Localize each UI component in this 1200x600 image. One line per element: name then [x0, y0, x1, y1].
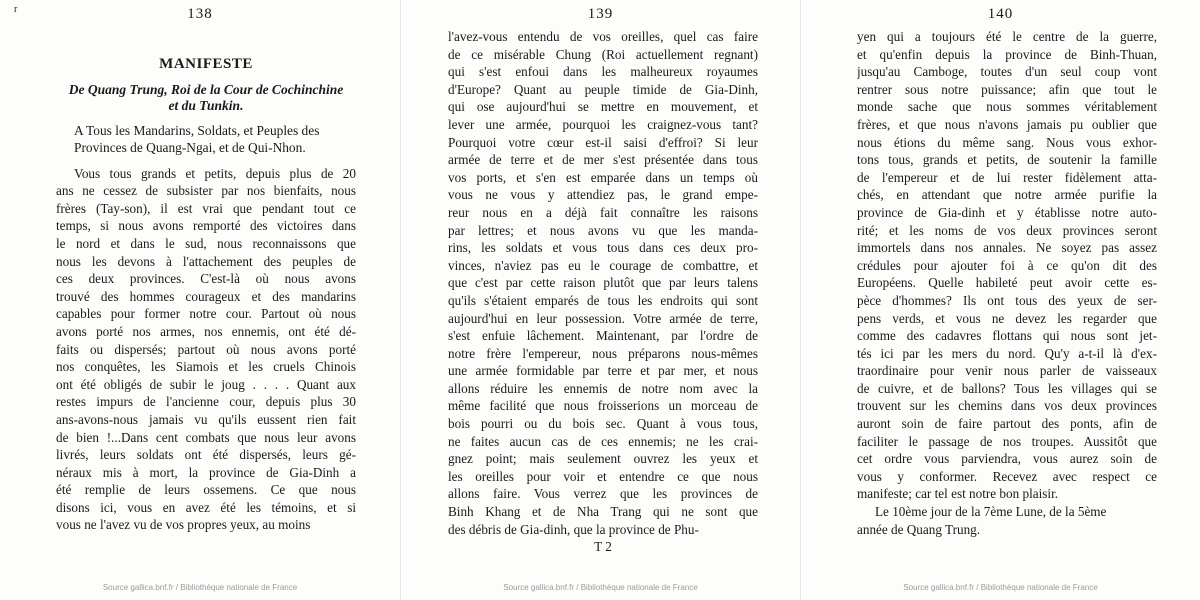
- text-line: vinces, n'aviez pas eu le courage de combattre, et: [448, 257, 758, 273]
- text-line: livrés, leurs soldats ont été dispersés, leurs gé-: [56, 447, 356, 463]
- page-number: 138: [187, 6, 213, 22]
- text-line: pèce d'hommes? Ils ont tous des yeux de ser-: [857, 292, 1157, 308]
- corner-mark: r: [14, 4, 18, 15]
- text-line: s'est enfuie lâchement. Maintenant, par l'ordre de: [448, 328, 758, 344]
- text-line: notre frère l'empereur, nous préparons nous-mêmes: [448, 345, 758, 361]
- text-line: pens verds, et vous ne devez les regarder que: [857, 310, 1157, 326]
- text-block: [56, 165, 356, 534]
- text-line: d'Europe? Quant au peuple timide de Gia-Dinh,: [448, 81, 758, 97]
- text-line: ont été obligés de subir le joug . . . . Quant aux: [56, 376, 356, 392]
- text-line: qui s'est enfoui dans les malheureux royaumes: [448, 64, 758, 80]
- text-line: Vous tous grands et petits, depuis plus de 20: [74, 165, 356, 181]
- text-line: une armée formidable par terre et par mer, et nous: [448, 363, 758, 379]
- page-138: [0, 0, 400, 600]
- text-line: été remplie de leurs ossemens. Ce que nous: [56, 482, 356, 498]
- text-line: même facilité que nous froisserions un morceau de: [448, 398, 758, 414]
- text-line: monde sache que nous sommes véritablement: [857, 99, 1157, 115]
- text-line: capables pour former notre cour. Partout où nous: [56, 306, 356, 322]
- text-line: disons ici, vous en avez été les témoins, et si: [56, 499, 356, 515]
- manifesto-title: MANIFESTE: [159, 56, 253, 72]
- manifesto-subtitle-line: De Quang Trung, Roi de la Cour de Cochinchine: [68, 81, 344, 97]
- text-line: traordinaire pour venir nous parler de vaisseaux: [857, 363, 1157, 379]
- text-line: jusqu'au Camboge, toutes d'un seul coup vont: [857, 64, 1157, 80]
- text-line: vos ports, et s'en est emparée dans un temps où: [448, 169, 758, 185]
- text-line: immortels dans nos annales. Ne soyez pas assez: [857, 240, 1157, 256]
- page-body: [448, 28, 758, 556]
- text-line: reur nous en a déjà fait connaître les raisons: [448, 204, 758, 220]
- text-line: aujourd'hui en leur possession. Votre armée de terre,: [448, 310, 758, 326]
- text-line: yen qui a toujours été le centre de la guerre,: [857, 29, 1157, 44]
- page-140: [800, 0, 1200, 600]
- text-line: trouvé des hommes courageux et des mandarins: [56, 288, 356, 304]
- text-line: vous ne vous y attendiez pas, le grand empe-: [448, 187, 758, 203]
- text-line: de bien !...Dans cent combats que nous leur avons: [56, 429, 356, 445]
- page-139: [400, 0, 800, 600]
- text-line: rins, les soldats et vous tous dans ces deux pro-: [448, 240, 758, 256]
- text-line: néraux mis à mort, la province de Gia-Dinh a: [56, 464, 356, 480]
- text-line: cet ordre vous parviendra, vous aurez soin de: [857, 451, 1157, 467]
- text-line: Binh Khang et de Nha Trang qui ne sont que: [448, 504, 758, 520]
- text-line: gnez point; mais seulement ouvrez les yeux et: [448, 451, 758, 467]
- text-line: vous y conformer. Recevez avec respect ce: [857, 468, 1157, 484]
- text-line: province de Gia-dinh et y établisse notre auto-: [857, 204, 1157, 220]
- text-line: lever une armée, pourquoi les craignez-vous tant?: [448, 116, 758, 132]
- text-line: de l'empereur et de lui rester fidèlement atta-: [857, 169, 1157, 185]
- text-line: les oreilles pour voir et entendre ce que nous: [448, 468, 758, 484]
- text-line: Pourquoi votre cœur est-il saisi d'effroi? Si leur: [448, 134, 758, 150]
- source-note: Source gallica.bnf.fr / Bibliothèque nationale de France: [503, 583, 698, 592]
- text-line: bois pourri ou du bois sec. Quant à vous tous,: [448, 416, 758, 432]
- text-line: des débris de Gia-dinh, que la province de Phu-: [448, 521, 699, 537]
- text-line: nous les devons à l'attachement des peuples de: [56, 253, 356, 269]
- text-line: allons faire. Vous verrez que les provinces de: [448, 486, 758, 502]
- text-line: l'avez-vous entendu de vos oreilles, quel cas faire: [448, 29, 758, 44]
- text-line: faciliter le passage de nos troupes. Aussitôt que: [857, 433, 1157, 449]
- text-line: de ce misérable Chung (Roi actuellement regnant): [448, 46, 758, 62]
- source-note: Source gallica.bnf.fr / Bibliothèque nationale de France: [903, 583, 1098, 592]
- text-line: frères (Tay-son), il est vrai que pendant tout ce: [56, 200, 356, 216]
- page-body: [56, 30, 356, 534]
- text-line: par lettres; et nous avons vu que les manda-: [448, 222, 758, 238]
- text-line: nos conquêtes, les Siamois et les cruels Chinois: [56, 359, 356, 375]
- manifesto-subtitle-line: et du Tunkin.: [168, 97, 244, 113]
- text-line: le nord et dans le sud, nous reconnaissons que: [56, 235, 356, 251]
- text-line: rentrer sous notre puissance; afin que tout le: [857, 81, 1157, 97]
- text-line: ces deux provinces. C'est-là où nous avons: [56, 271, 356, 287]
- signature-mark: T 2: [594, 539, 612, 555]
- text-line: restes impurs de l'ancienne cour, depuis plus 30: [56, 394, 356, 410]
- text-line: crédules pour ajouter foi à ce qu'on dit des: [857, 257, 1157, 273]
- closing-line: Le 10ème jour de la 7ème Lune, de la 5ème: [875, 504, 1107, 520]
- text-line: et qu'enfin depuis la province de Binh-Thuan,: [857, 46, 1157, 62]
- text-line: auront soin de faire partout des ponts, afin de: [857, 416, 1157, 432]
- source-note: Source gallica.bnf.fr / Bibliothèque nationale de France: [102, 583, 298, 592]
- text-line: qui ose aujourd'hui se mettre en mouvement, et: [448, 99, 758, 115]
- text-line: de cuivre, et de ballons? Tous les villages qui se: [857, 380, 1157, 396]
- text-line: temps, si nous avons remporté des victoires dans: [56, 218, 356, 234]
- text-line: manifeste; car tel est notre bon plaisir.: [857, 486, 1059, 502]
- text-line: ans ne cessez de subsister par nos bienfaits, nous: [56, 183, 356, 199]
- text-block: [448, 28, 758, 538]
- text-line: chés, en attendant que notre armée purifie la: [857, 187, 1157, 203]
- text-line: faits ou dispersés; partout où nous avons porté: [56, 341, 356, 357]
- address-line: Provinces de Quang-Ngai, et de Qui-Nhon.: [74, 140, 306, 156]
- text-line: Européens. Quelle habileté peut avoir cette es-: [857, 275, 1157, 291]
- text-line: armée de terre et de mer s'est présentée dans tous: [448, 152, 758, 168]
- text-line: que c'est par cette raison plutôt que par leurs talens: [448, 275, 758, 291]
- text-line: ne faites aucun cas de ces ennemis; ne les crai-: [448, 433, 758, 449]
- text-block: [857, 28, 1157, 503]
- text-line: ans-avons-nous jamais vu qu'ils eussent rien fait: [56, 411, 356, 427]
- text-line: frères, et que nous n'avons jamais pu oublier que: [857, 116, 1157, 132]
- text-line: trouvent sur les chemins dans vos deux provinces: [857, 398, 1157, 414]
- text-line: nous étions du même sang. Nous vous exhor-: [857, 134, 1157, 150]
- text-line: qu'ils s'étaient emparés de tous les endroits qui sont: [448, 292, 758, 308]
- text-line: tons tous, grands et petits, de soutenir la famille: [857, 152, 1157, 168]
- closing-line: année de Quang Trung.: [857, 521, 981, 537]
- text-line: tés ici par les mers du nord. Qu'y a-t-il là d'ex-: [857, 345, 1157, 361]
- page-number: 139: [587, 6, 614, 22]
- text-line: vous ne l'avez vu de vos propres yeux, au moins: [56, 517, 311, 533]
- page-number: 140: [987, 6, 1014, 22]
- text-line: comme des cadavres flottans qui nous sont jet-: [857, 328, 1157, 344]
- text-line: allons réduire les ennemis de notre nom avec la: [448, 380, 758, 396]
- text-line: rité; et les noms de vos deux provinces seront: [857, 222, 1157, 238]
- page-body: [857, 28, 1157, 538]
- text-line: avons porté nos armes, nos ennemis, ont été dé-: [56, 323, 356, 339]
- address-line: A Tous les Mandarins, Soldats, et Peuples des: [74, 122, 320, 138]
